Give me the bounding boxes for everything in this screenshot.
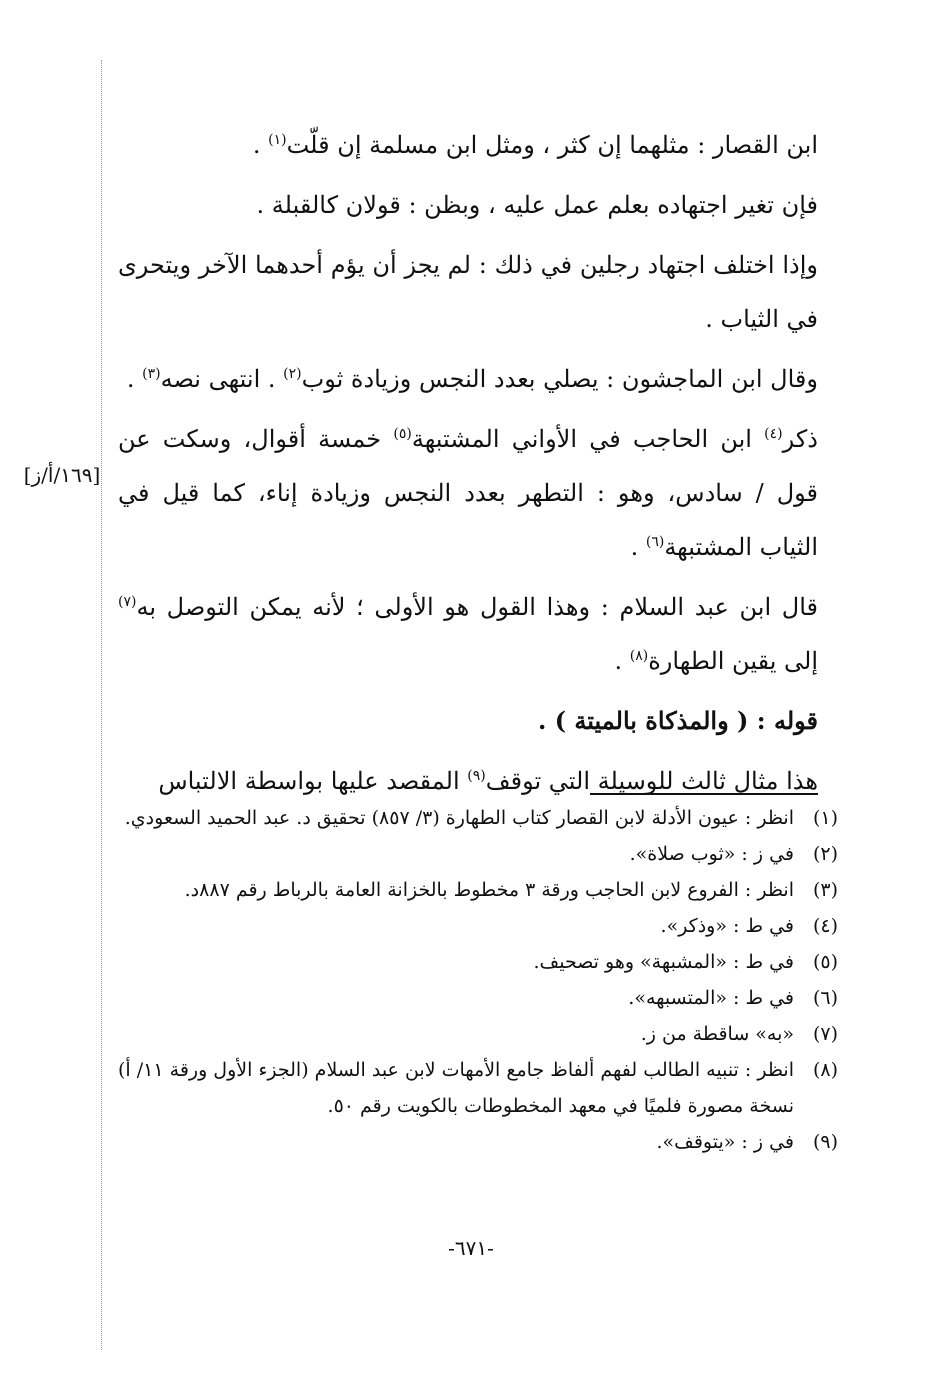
footnote-item: (٥) في ط : «المشبهة» وهو تصحيف. — [533, 951, 838, 973]
footnote-ref[interactable]: (٩) — [467, 768, 486, 784]
footnote-ref[interactable]: (٨) — [629, 648, 649, 664]
footnote-item: (٦) في ط : «المتسبهه». — [628, 987, 838, 1009]
footnote-ref[interactable]: (٤) — [764, 426, 783, 442]
footnote-item: (٣) انظر : الفروع لابن الحاجب ورقة ٣ مخطوط بالخزانة العامة بالرباط رقم ٨٨٧د. — [184, 879, 838, 901]
footnote-ref[interactable]: (٣) — [142, 366, 161, 382]
paragraph-3: وإذا اختلف اجتهاد رجلين في ذلك : لم يجز أن يؤم أحدهما الآخر ويتحرى في الثياب . — [118, 251, 818, 333]
footnote-item: (١) انظر : عيون الأدلة لابن القصار كتاب الطهارة (٣/ ٨٥٧) تحقيق د. عبد الحميد السعودي. — [124, 807, 838, 829]
section-heading: قوله : ( والمذكاة بالميتة ) . — [538, 706, 818, 735]
footnote-ref[interactable]: (٦) — [645, 534, 665, 550]
footnote-item: (٩) في ز : «يتوقف». — [656, 1131, 838, 1153]
footnote-ref[interactable]: (٢) — [283, 366, 302, 382]
margin-divider — [101, 60, 102, 1350]
footnotes — [118, 800, 838, 1160]
footnote-ref[interactable]: (١) — [268, 132, 287, 148]
footnote-item: (٧) «به» ساقطة من ز. — [640, 1023, 838, 1045]
footnote-ref[interactable]: (٧) — [118, 594, 137, 610]
paragraph-8: هذا مثال ثالث للوسيلة التي توقف$^{(٩)}$ المقصد عليها بواسطة الالتباس — [158, 767, 818, 795]
footnote-separator — [590, 793, 818, 795]
paragraph-2: فإن تغير اجتهاده بعلم عمل عليه ، وبظن : قولان كالقبلة . — [256, 191, 818, 219]
footnote-item: (٤) في ط : «وذكر». — [660, 915, 838, 937]
page-number: -٦٧١- — [448, 1236, 494, 1260]
manuscript-folio-ref: [١٦٩/أ/ز] — [23, 463, 101, 487]
main-text — [118, 118, 818, 814]
paragraph-4: وقال ابن الماجشون : يصلي بعدد النجس وزيادة ثوب$^{(٢)}$ . انتهى نصه$^{(٣)}$ . — [126, 365, 818, 393]
paragraph-6: قال ابن عبد السلام : وهذا القول هو الأولى ؛ لأنه يمكن التوصل به$^{(٧)}$ إلى يقين الطهارة$^{(٨)}$ . — [118, 593, 818, 675]
footnote-item: (٨) انظر : تنبيه الطالب لفهم ألفاظ جامع الأمهات لابن عبد السلام (الجزء الأول ورقة ١١/ أ) نسخة مصورة فلميًا في معهد المخطوطات بالكويت رقم ٥٠. — [118, 1059, 838, 1117]
footnote-item: (٢) في ز : «ثوب صلاة». — [629, 843, 838, 865]
paragraph-1: ابن القصار : مثلهما إن كثر ، ومثل ابن مسلمة إن قلّت$^{(١)}$ . — [252, 131, 818, 159]
footnote-ref[interactable]: (٥) — [393, 426, 412, 442]
paragraph-5: ذكر$^{(٤)}$ ابن الحاجب في الأواني المشتبهة$^{(٥)}$ خمسة أقوال، وسكت عن قول / سادس، وهو : التطهر بعدد النجس وزيادة إناء، كما قيل في الثياب المشتبهة$^{(٦)}$ . — [118, 425, 818, 561]
